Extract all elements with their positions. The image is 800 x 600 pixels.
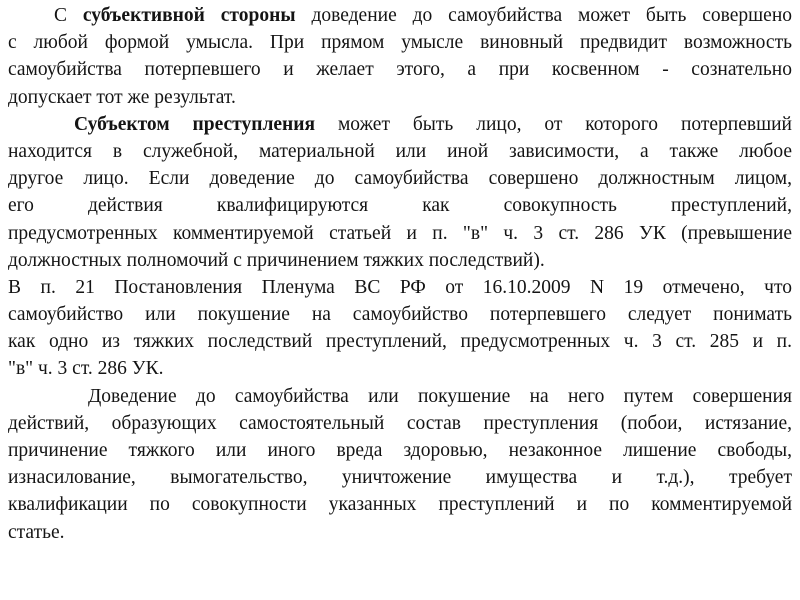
text-line: самоубийства потерпевшего и желает этого, а при косвенном - сознательно bbox=[8, 59, 792, 81]
text-line: изнасилование, вымогательство, уничтожение имущества и т.д.), требует bbox=[8, 467, 792, 489]
text-fragment: доведение до самоубийства может быть совершено bbox=[295, 5, 792, 26]
paragraph-plenum-resolution bbox=[8, 274, 792, 383]
text-line: статье. bbox=[8, 521, 65, 543]
text-line: с любой формой умысла. При прямом умысле виновный предвидит возможность bbox=[8, 32, 792, 54]
text-line: причинение тяжкого или иного вреда здоровью, незаконное лишение свободы, bbox=[8, 440, 792, 461]
text-line: как одно из тяжких последствий преступлений, предусмотренных ч. 3 ст. 285 и п. bbox=[8, 331, 792, 353]
paragraph-subject-of-crime bbox=[8, 111, 792, 274]
text-line: Доведение до самоубийства или покушение на него путем совершения bbox=[88, 385, 792, 407]
text-lead: С bbox=[54, 5, 83, 26]
paragraph-qualification bbox=[8, 383, 792, 546]
bold-term-subject-of-crime: Субъектом преступления bbox=[74, 113, 316, 135]
paragraph-subjective-side bbox=[8, 2, 792, 111]
text-fragment: может быть лицо, от которого потерпевший bbox=[315, 113, 792, 135]
text-line: В п. 21 Постановления Пленума ВС РФ от 16.10.2009 N 19 отмечено, что bbox=[8, 276, 792, 298]
text-line: его действия квалифицируются как совокупность преступлений, bbox=[8, 195, 792, 217]
text-line: квалификации по совокупности указанных преступлений и по комментируемой bbox=[8, 494, 792, 516]
text-line: "в" ч. 3 ст. 286 УК. bbox=[8, 358, 164, 380]
text-line bbox=[8, 111, 792, 138]
text-line: допускает тот же результат. bbox=[8, 86, 236, 108]
text-line bbox=[8, 2, 792, 29]
document-body bbox=[8, 2, 792, 546]
text-line: находится в служебной, материальной или иной зависимости, а также любое bbox=[8, 140, 792, 162]
text-line: другое лицо. Если доведение до самоубийства совершено должностным лицом, bbox=[8, 168, 792, 190]
bold-term-subjective-side: субъективной стороны bbox=[82, 5, 296, 26]
text-line: самоубийство или покушение на самоубийство потерпевшего следует понимать bbox=[8, 304, 792, 326]
text-line: должностных полномочий с причинением тяжких последствий). bbox=[8, 249, 545, 271]
text-line: действий, образующих самостоятельный состав преступления (побои, истязание, bbox=[8, 412, 792, 434]
text-line: предусмотренных комментируемой статьей и п. "в" ч. 3 ст. 286 УК (превышение bbox=[8, 222, 792, 244]
